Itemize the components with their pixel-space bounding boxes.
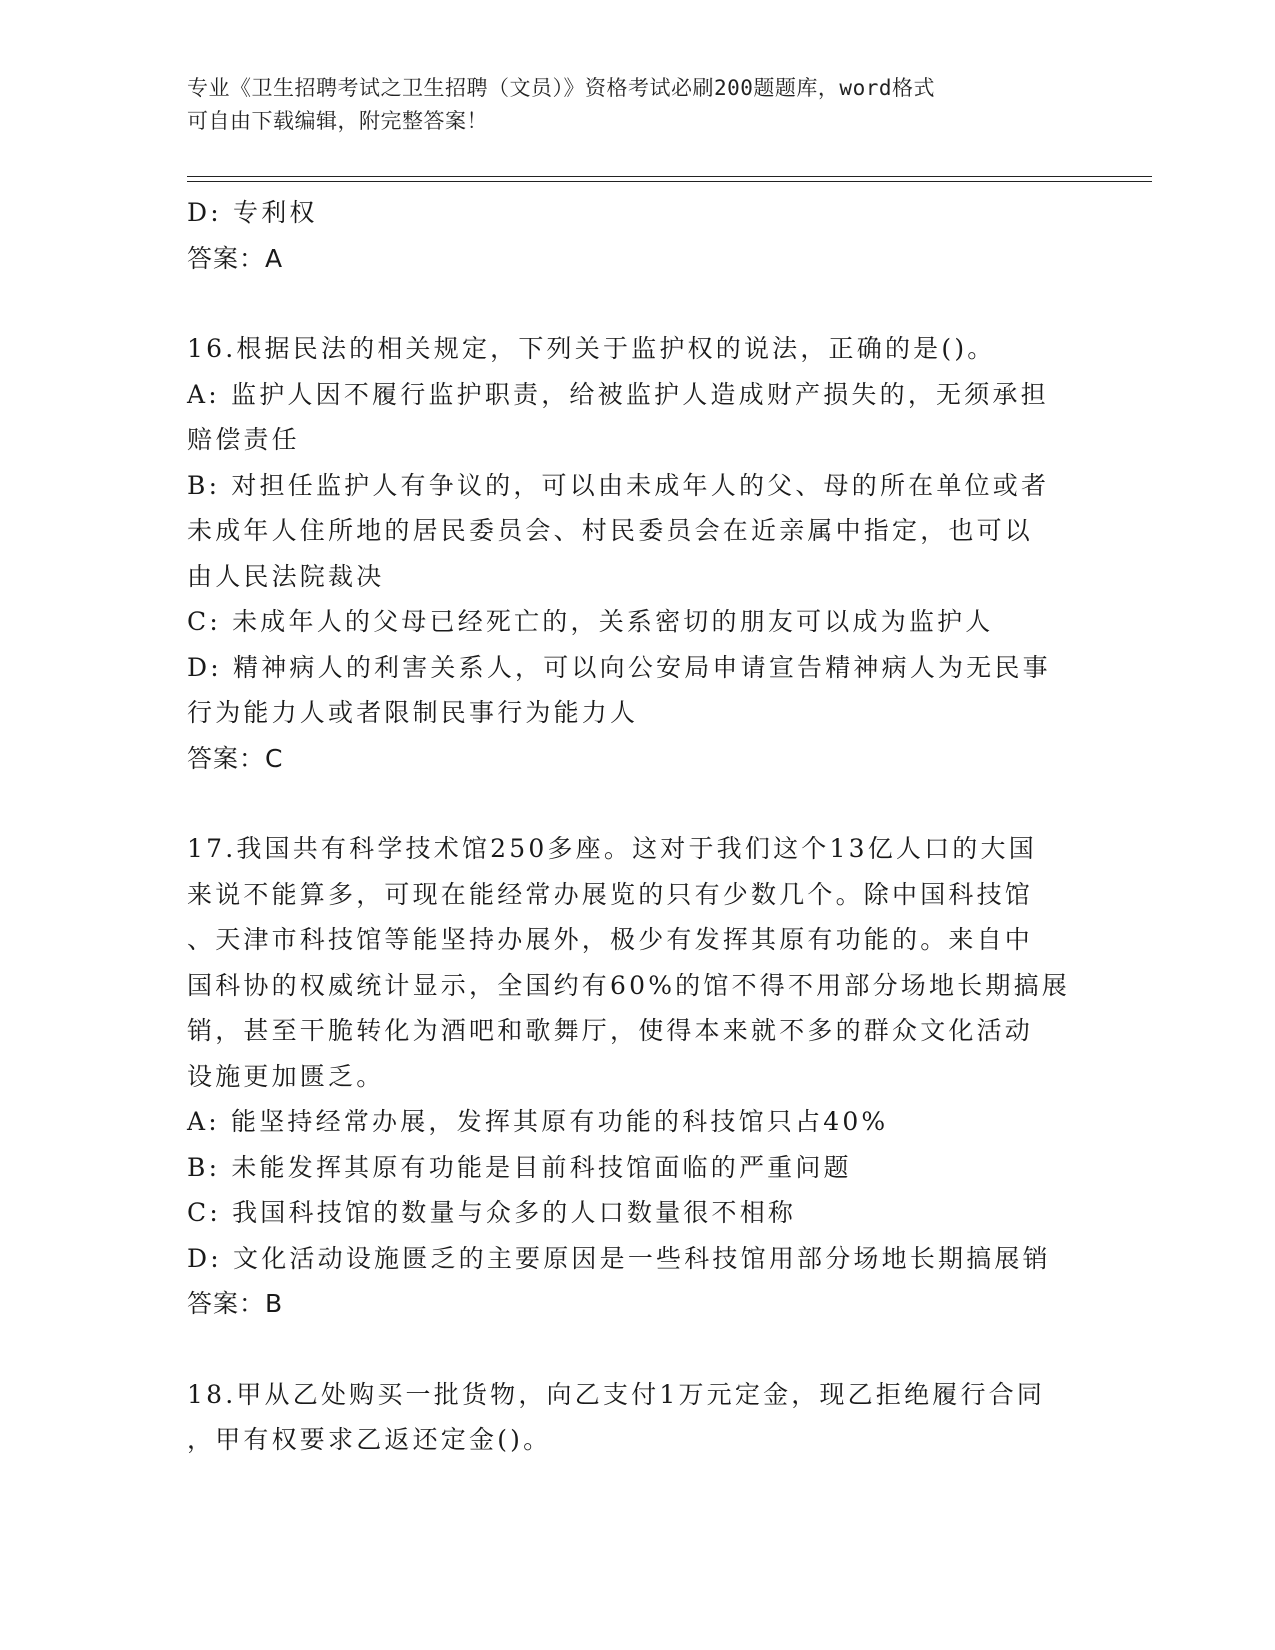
page-header	[187, 72, 1087, 138]
spacer	[187, 1327, 1087, 1372]
question-16-option-b-line-2: 未成年人住所地的居民委员会、村民委员会在近亲属中指定，也可以	[187, 516, 1034, 545]
question-17-stem-line-2: 来说不能算多，可现在能经常办展览的只有少数几个。除中国科技馆	[187, 879, 1034, 909]
question-15-answer: 答案：A	[187, 243, 284, 273]
question-16-option-a-line-1: A: 监护人因不履行监护职责，给被监护人造成财产损失的，无须承担	[187, 379, 1049, 409]
question-17	[187, 826, 1087, 1327]
question-17-answer: 答案：B	[187, 1289, 284, 1318]
question-18-stem-line-1: 18.甲从乙处购买一批货物，向乙支付1万元定金，现乙拒绝履行合同	[187, 1379, 1046, 1409]
question-16-option-b-line-1: B: 对担任监护人有争议的，可以由未成年人的父、母的所在单位或者	[187, 470, 1050, 500]
spacer	[187, 781, 1087, 826]
document-body	[187, 190, 1087, 1463]
question-16-option-d-line-1: D: 精神病人的利害关系人，可以向公安局申请宣告精神病人为无民事	[187, 652, 1051, 682]
question-15-option-d: D: 专利权	[187, 198, 318, 227]
question-16	[187, 326, 1087, 781]
header-line-1: 专业《卫生招聘考试之卫生招聘（文员）》资格考试必刷200题题库，word格式	[187, 76, 935, 100]
question-17-option-a: A: 能坚持经常办展，发挥其原有功能的科技馆只占40%	[187, 1107, 889, 1136]
question-17-stem-line-1: 17.我国共有科学技术馆250多座。这对于我们这个13亿人口的大国	[187, 834, 1037, 863]
question-17-stem-line-6: 设施更加匮乏。	[187, 1061, 385, 1091]
question-16-stem: 16.根据民法的相关规定，下列关于监护权的说法，正确的是()。	[187, 334, 996, 363]
question-17-option-b: B: 未能发挥其原有功能是目前科技馆面临的严重问题	[187, 1152, 852, 1182]
question-17-option-d: D: 文化活动设施匮乏的主要原因是一些科技馆用部分场地长期搞展销	[187, 1243, 1051, 1273]
question-18	[187, 1372, 1087, 1463]
question-16-option-a-line-2: 赔偿责任	[187, 425, 300, 454]
question-17-option-c: C: 我国科技馆的数量与众多的人口数量很不相称	[187, 1198, 797, 1227]
question-18-stem-line-2: ，甲有权要求乙返还定金()。	[187, 1425, 552, 1454]
question-16-option-c: C: 未成年人的父母已经死亡的，关系密切的朋友可以成为监护人	[187, 607, 994, 636]
question-16-option-b-line-3: 由人民法院裁决	[187, 561, 385, 591]
question-17-stem-line-5: 销，甚至干脆转化为酒吧和歌舞厅，使得本来就不多的群众文化活动	[187, 1016, 1034, 1045]
header-line-2: 可自由下载编辑，附完整答案！	[187, 109, 488, 133]
spacer	[187, 281, 1087, 326]
question-17-stem-line-3: 、天津市科技馆等能坚持办展外，极少有发挥其原有功能的。来自中	[187, 925, 1034, 954]
question-15-tail	[187, 190, 1087, 281]
question-16-option-d-line-2: 行为能力人或者限制民事行为能力人	[187, 698, 639, 727]
question-16-answer: 答案：C	[187, 743, 284, 773]
header-divider-bottom	[187, 181, 1152, 182]
question-17-stem-line-4: 国科协的权威统计显示，全国约有60%的馆不得不用部分场地长期搞展	[187, 970, 1070, 1000]
header-divider-top	[187, 176, 1152, 177]
